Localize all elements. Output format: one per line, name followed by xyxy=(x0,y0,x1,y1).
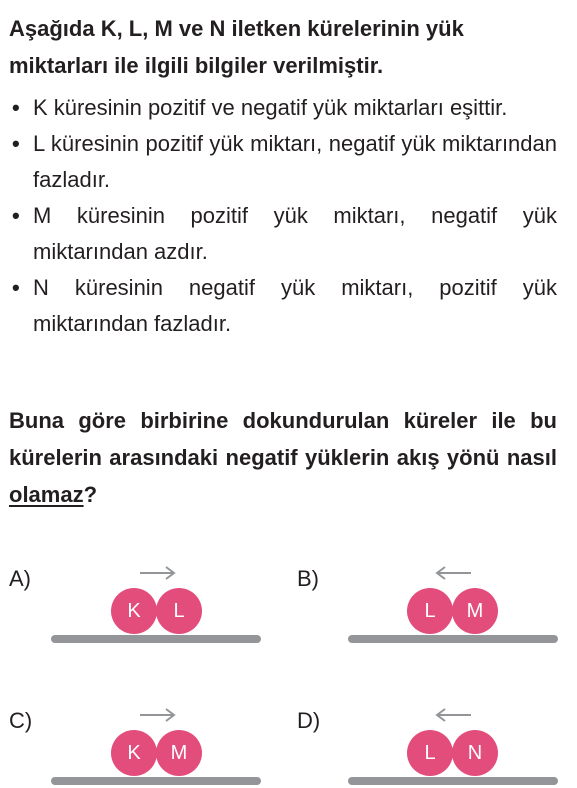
intro-line-2: miktarları ile ilgili bilgiler verilmiştir. xyxy=(9,53,384,78)
info-list xyxy=(9,90,557,342)
option-letter: D) xyxy=(297,708,321,733)
option-letter: B) xyxy=(297,566,319,591)
list-item-n xyxy=(9,270,557,342)
bullet-icon: • xyxy=(12,131,20,156)
bullet-icon: • xyxy=(12,95,20,120)
intro-line-1: Aşağıda K, L, M ve N iletken kürelerinin yük xyxy=(9,16,464,41)
arrow-right-icon xyxy=(139,566,177,580)
intro-text xyxy=(9,10,557,84)
bullet-text-k: K küresinin pozitif ve negatif yük miktarları eşittir. xyxy=(33,95,508,120)
arrow-right-icon xyxy=(139,708,177,722)
sphere-n: N xyxy=(452,730,498,776)
bullet-icon: • xyxy=(12,275,20,300)
sphere-l: L xyxy=(407,730,453,776)
bullet-text-l: L küresinin pozitif yük miktarı, negatif yük miktarından fazladır. xyxy=(33,131,557,192)
sphere-l: L xyxy=(407,588,453,634)
option-a[interactable] xyxy=(9,566,269,646)
sphere-m: M xyxy=(156,730,202,776)
sphere-k: K xyxy=(111,730,157,776)
bullet-text-n: N küresinin negatif yük miktarı, pozitif yük miktarından fazladır. xyxy=(33,275,557,336)
option-letter: C) xyxy=(9,708,33,733)
question-text xyxy=(9,402,557,513)
question-emphasis: olamaz xyxy=(9,482,84,507)
sphere-m: M xyxy=(452,588,498,634)
sphere-l: L xyxy=(156,588,202,634)
question-mark: ? xyxy=(83,482,98,507)
option-b[interactable] xyxy=(297,566,557,646)
list-item-l xyxy=(9,126,557,198)
sphere-k: K xyxy=(111,588,157,634)
ground-surface xyxy=(348,777,558,785)
list-item-k xyxy=(9,90,557,126)
bullet-text-m: M küresinin pozitif yük miktarı, negatif yük miktarından azdır. xyxy=(33,203,557,264)
option-d[interactable] xyxy=(297,708,557,788)
ground-surface xyxy=(51,635,261,643)
arrow-left-icon xyxy=(434,708,472,722)
question-body: Buna göre birbirine dokundurulan küreler ile bu kürelerin arasındaki negatif yüklerin akış yönü nasıl xyxy=(9,408,557,470)
list-item-m xyxy=(9,198,557,270)
bullet-icon: • xyxy=(12,203,20,228)
option-letter: A) xyxy=(9,566,31,591)
arrow-left-icon xyxy=(434,566,472,580)
option-c[interactable] xyxy=(9,708,269,788)
ground-surface xyxy=(51,777,261,785)
ground-surface xyxy=(348,635,558,643)
